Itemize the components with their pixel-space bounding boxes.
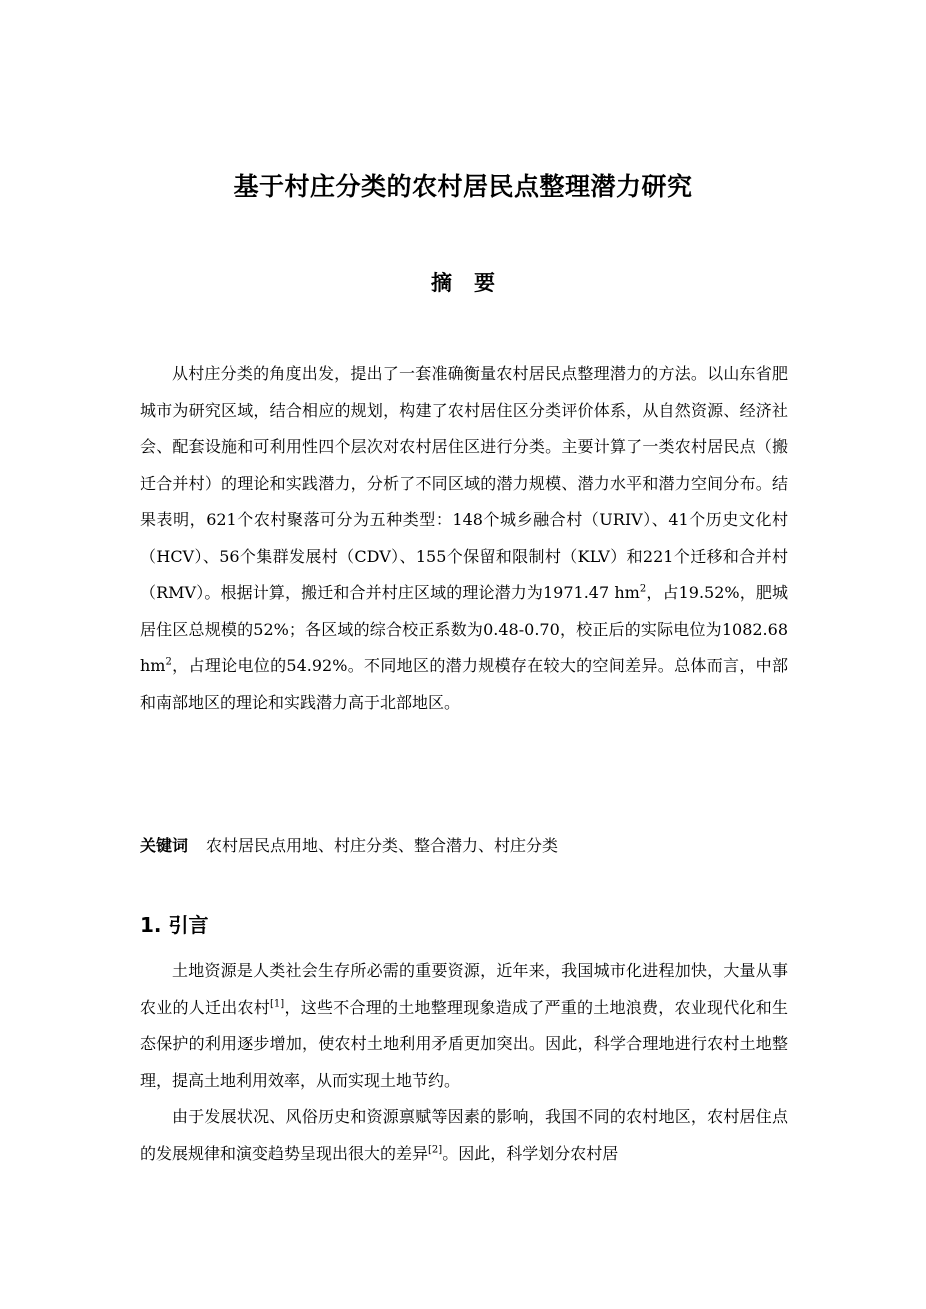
abstract-text-part1: 从村庄分类的角度出发，提出了一套准确衡量农村居民点整理潜力的方法。以山东省肥城市为研究区域，结合相应的规划，构建了农村居住区分类评价体系，从自然资源、经济社会、配套设施和可利用性四个层次对农村居住区进行分类。主要计算了一类农村居民点（搬迁合并村）的理论和实践潜力，分析了不同区域的潜力规模、潜力水平和潜力空间分布。结果表明，621个农村聚落可分为五种类型：148个城乡融合村（URIV）、41个历史文化村（HCV）、56个集群发展村（CDV）、155个保留和限制村（KLV）和221个迁移和合并村（RMV）。根据计算，搬迁和合并村庄区域的理论潜力为1971.47 hm — [140, 364, 788, 602]
abstract-body — [140, 356, 788, 721]
citation-ref: [1] — [270, 998, 285, 1010]
abstract-paragraph — [140, 356, 788, 721]
unit-superscript: 2 — [639, 583, 647, 595]
keywords-line — [140, 830, 788, 862]
introduction-paragraph-1 — [140, 953, 788, 1099]
keywords-label: 关键词 — [140, 836, 189, 855]
abstract-heading: 摘要 — [431, 271, 517, 295]
abstract-text-part2: ，占19.52%，肥城居住区总规模的52%；各区域的综合校正系数为0.48-0.70，校正后的实际电位为1082.68 hm — [140, 583, 788, 675]
section-heading-introduction: 1. 引言 — [140, 913, 209, 937]
introduction-paragraph-2 — [140, 1099, 788, 1172]
intro-p2-text-b: 。因此，科学划分农村居 — [442, 1143, 619, 1163]
intro-p2-text-a: 由于发展状况、风俗历史和资源禀赋等因素的影响，我国不同的农村地区，农村居住点的发展规律和演变趋势呈现出很大的差异 — [140, 1107, 788, 1163]
abstract-text-part3: ，占理论电位的54.92%。不同地区的潜力规模存在较大的空间差异。总体而言，中部和南部地区的理论和实践潜力高于北部地区。 — [140, 656, 788, 712]
introduction-body — [140, 953, 788, 1172]
paper-title: 基于村庄分类的农村居民点整理潜力研究 — [233, 172, 693, 201]
intro-p1-text-a: 土地资源是人类社会生存所必需的重要资源，近年来，我国城市化进程加快，大量从事农业的人迁出农村 — [140, 961, 788, 1017]
keywords-text: 农村居民点用地、村庄分类、整合潜力、村庄分类 — [206, 836, 559, 855]
intro-p1-text-b: ，这些不合理的土地整理现象造成了严重的土地浪费，农业现代化和生态保护的利用逐步增加，使农村土地利用矛盾更加突出。因此，科学合理地进行农村土地整理，提高土地利用效率，从而实现土地节约。 — [140, 997, 788, 1090]
citation-ref: [2] — [428, 1144, 443, 1156]
unit-superscript: 2 — [165, 656, 172, 668]
